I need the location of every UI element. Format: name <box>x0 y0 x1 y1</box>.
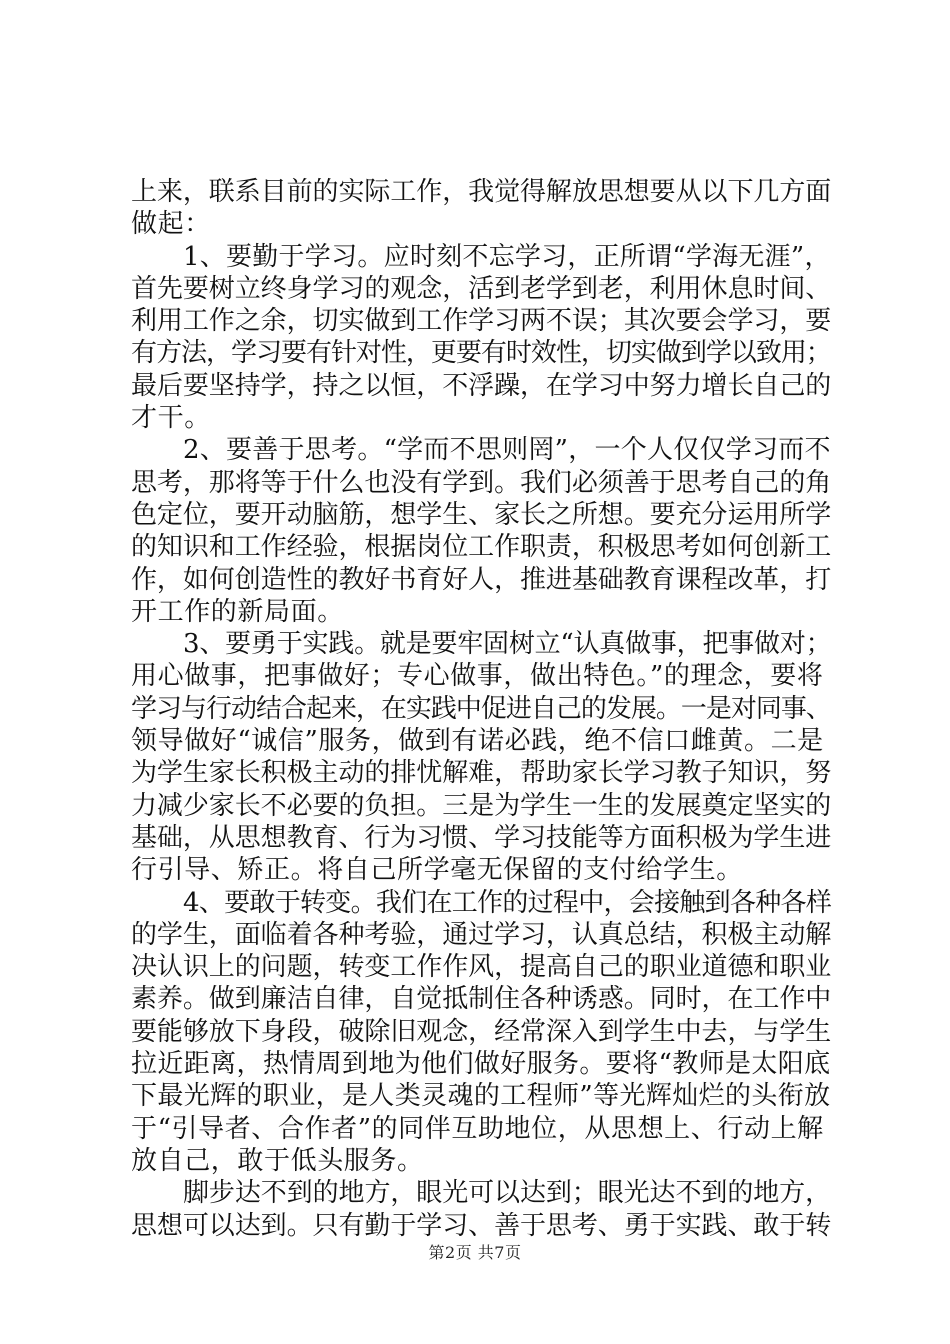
document-body <box>131 176 831 1242</box>
text-line: 有方法，学习要有针对性，更要有时效性，切实做到学以致用； <box>131 338 831 369</box>
text-line: 素养。做到廉洁自律，自觉抵制住各种诱惑。同时，在工作中 <box>131 984 832 1015</box>
text-line: 学习与行动结合起来，在实践中促进自己的发展。一是对同事、 <box>131 693 831 724</box>
text-line: 决认识上的问题，转变工作作风，提高自己的职业道德和职业 <box>131 952 832 983</box>
paragraph-first-line: 4、要敢于转变。我们在工作的过程中，会接触到各种各样 <box>183 887 832 918</box>
text-line: 下最光辉的职业，是人类灵魂的工程师”等光辉灿烂的头衔放 <box>131 1081 831 1112</box>
text-line: 才干。 <box>131 403 211 434</box>
text-line: 的知识和工作经验，根据岗位工作职责，积极思考如何创新工 <box>131 532 832 563</box>
text-line: 做起： <box>131 209 211 240</box>
text-line: 要能够放下身段，破除旧观念，经常深入到学生中去，与学生 <box>131 1016 832 1047</box>
paragraph-first-line: 1、要勤于学习。应时刻不忘学习，正所谓“学海无涯”， <box>183 241 831 272</box>
text-line: 首先要树立终身学习的观念，活到老学到老，利用休息时间、 <box>131 273 832 304</box>
text-line: 思考，那将等于什么也没有学到。我们必须善于思考自己的角 <box>131 467 832 498</box>
paragraph-first-line: 2、要善于思考。“学而不思则罔”，一个人仅仅学习而不 <box>183 435 831 466</box>
text-line: 色定位，要开动脑筋，想学生、家长之所想。要充分运用所学 <box>131 499 832 530</box>
text-line: 思想可以达到。只有勤于学习、善于思考、勇于实践、敢于转 <box>131 1210 832 1241</box>
text-line: 用心做事，把事做好；专心做事，做出特色。”的理念，要将 <box>131 661 824 692</box>
paragraph-first-line: 脚步达不到的地方，眼光可以达到；眼光达不到的地方， <box>183 1178 832 1209</box>
text-line: 的学生，面临着各种考验，通过学习，认真总结，积极主动解 <box>131 919 832 950</box>
text-line: 拉近距离，热情周到地为他们做好服务。要将“教师是太阳底 <box>131 1049 831 1080</box>
paragraph-first-line: 3、要勇于实践。就是要牢固树立“认真做事，把事做对； <box>183 629 832 660</box>
text-line: 基础，从思想教育、行为习惯、学习技能等方面积极为学生进 <box>131 822 832 853</box>
text-line: 作，如何创造性的教好书育好人，推进基础教育课程改革，打 <box>131 564 832 595</box>
text-line: 放自己，敢于低头服务。 <box>131 1145 424 1176</box>
text-line: 行引导、矫正。将自己所学毫无保留的支付给学生。 <box>131 855 743 886</box>
page-footer: 第2页 共7页 <box>428 1243 522 1262</box>
text-line: 领导做好“诚信”服务，做到有诺必践，绝不信口雌黄。二是 <box>131 726 824 757</box>
text-line: 上来，联系目前的实际工作，我觉得解放思想要从以下几方面 <box>131 177 832 207</box>
text-line: 最后要坚持学，持之以恒，不浮躁，在学习中努力增长自己的 <box>131 370 832 401</box>
text-line: 开工作的新局面。 <box>131 596 344 627</box>
text-line: 于“引导者、合作者”的同伴互助地位，从思想上、行动上解 <box>131 1113 824 1144</box>
text-line: 力减少家长不必要的负担。三是为学生一生的发展奠定坚实的 <box>131 790 832 821</box>
text-line: 为学生家长积极主动的排忧解难，帮助家长学习教子知识，努 <box>131 758 832 789</box>
text-line: 利用工作之余，切实做到工作学习两不误；其次要会学习，要 <box>131 306 832 337</box>
